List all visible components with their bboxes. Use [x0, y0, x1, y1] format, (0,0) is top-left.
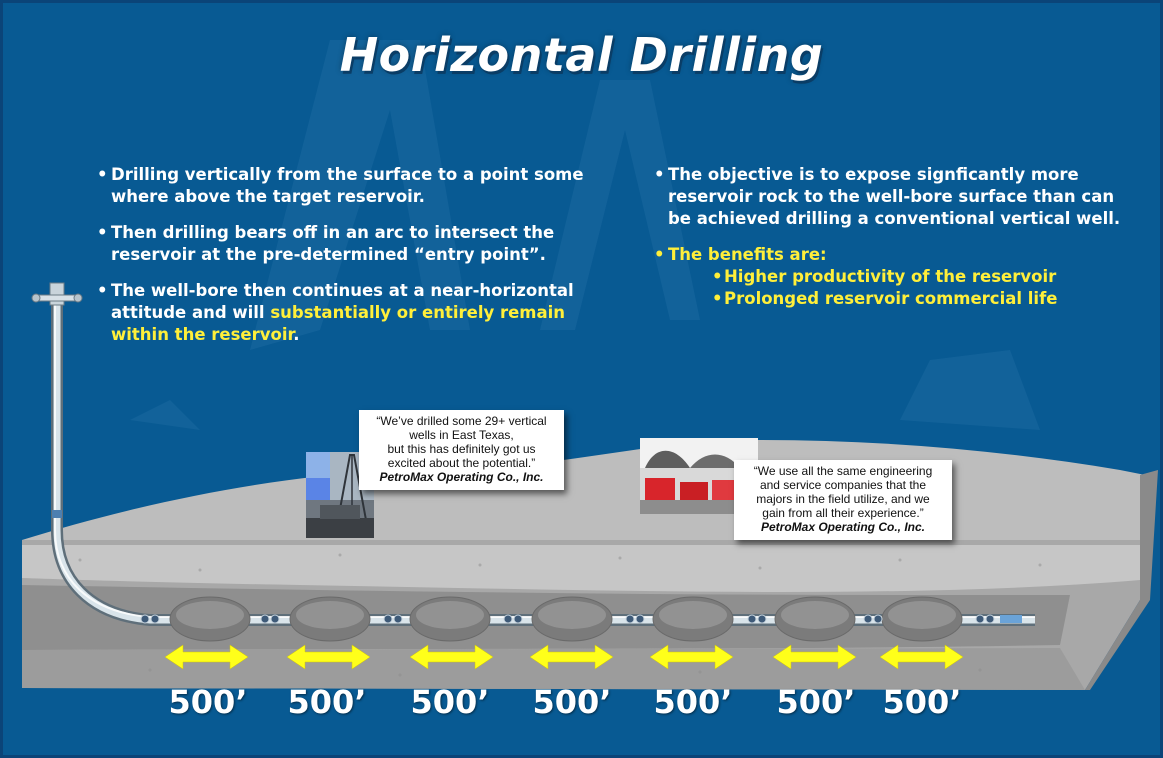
- distance-label: 500’: [287, 683, 367, 721]
- bullet-text-end: .: [293, 325, 300, 344]
- fracture-stage: [532, 597, 612, 641]
- distance-label: 500’: [776, 683, 856, 721]
- quote-line: wells in East Texas,: [409, 428, 514, 442]
- testimonial-quote: [359, 410, 564, 490]
- page-title: Horizontal Drilling: [339, 28, 824, 82]
- quote-line: excited about the potential.”: [387, 456, 536, 470]
- fracture-stage: [775, 597, 855, 641]
- bullet-arc-entry: • Then drilling bears off in an arc to intersect the reservoir at the pre-determined “entry point”.: [97, 222, 597, 266]
- quote-attribution: PetroMax Operating Co., Inc.: [379, 470, 544, 484]
- left-bullet-list: [97, 164, 597, 360]
- highlight-text: substantially or entirely remain within the reservoir: [111, 303, 566, 344]
- quote-line: majors in the field utilize, and we: [756, 492, 930, 506]
- right-bullet-list: [654, 164, 1134, 310]
- benefit-item: • Higher productivity of the reservoir: [654, 266, 1134, 288]
- bullet-vertical-drilling: • Drilling vertically from the surface to a point some where above the target reservoir.: [97, 164, 597, 208]
- bullet-horizontal-section: [97, 280, 597, 346]
- quote-line: gain from all their experience.”: [762, 506, 924, 520]
- quote-attribution: PetroMax Operating Co., Inc.: [760, 520, 926, 534]
- distance-label: 500’: [532, 683, 612, 721]
- distance-label: 500’: [168, 683, 248, 721]
- fracture-stage: [170, 597, 250, 641]
- quote-line: and service companies that the: [759, 478, 927, 492]
- benefit-item: • Prolonged reservoir commercial life: [654, 288, 1134, 310]
- fracture-stage: [410, 597, 490, 641]
- fracture-stage: [653, 597, 733, 641]
- benefits-heading: • The benefits are:: [654, 244, 1134, 266]
- quote-line: “We use all the same engineering: [753, 464, 933, 478]
- distance-label: 500’: [653, 683, 733, 721]
- distance-label: 500’: [410, 683, 490, 721]
- distance-label: 500’: [882, 683, 962, 721]
- fracture-stage: [290, 597, 370, 641]
- bullet-objective: • The objective is to expose signficantly more reservoir rock to the well-bore surface than can be achieved drilling a conventional vertical well.: [654, 164, 1134, 230]
- bullet-text: The well-bore then continues at a near-horizontal attitude and will: [111, 281, 574, 322]
- testimonial-quote: [734, 460, 952, 540]
- quote-line: “We’ve drilled some 29+ vertical: [376, 414, 547, 428]
- fracture-stage: [882, 597, 962, 641]
- quote-line: but this has definitely got us: [387, 442, 536, 456]
